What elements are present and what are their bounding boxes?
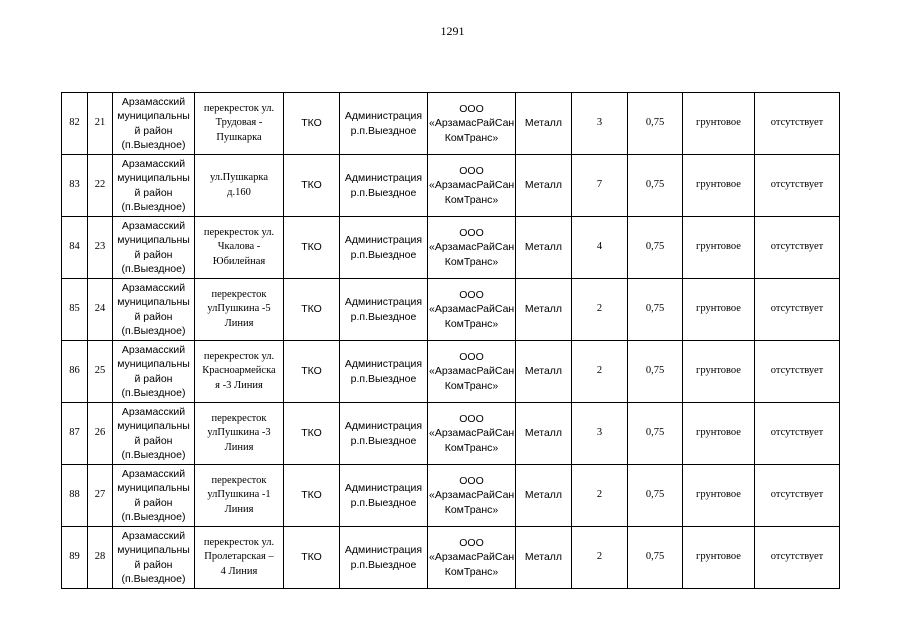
cell-container-volume: 0,75 <box>628 155 683 217</box>
cell-material: Металл <box>516 403 572 465</box>
cell-row-number: 85 <box>62 279 88 341</box>
cell-fence: отсутствует <box>755 403 840 465</box>
cell-owner-line: Администрация <box>344 544 423 556</box>
cell-fence: отсутствует <box>755 341 840 403</box>
cell-operator-line: ООО <box>459 474 484 487</box>
registry-table <box>61 92 840 589</box>
table-row <box>62 465 840 527</box>
cell-row-number: 88 <box>62 465 88 527</box>
cell-row-number: 87 <box>62 403 88 465</box>
cell-district-line: Арзамасский <box>121 467 186 480</box>
cell-owner-line: Администрация <box>344 296 423 308</box>
cell-district-line: Арзамасский <box>121 219 186 232</box>
cell-district-line: й район <box>134 372 173 385</box>
cell-waste-type: ТКО <box>284 279 340 341</box>
cell-container-count: 2 <box>572 465 628 527</box>
cell-waste-type: ТКО <box>284 155 340 217</box>
cell-district-line: муниципальны <box>117 544 190 556</box>
table-row <box>62 527 840 589</box>
cell-location-line: улПушкина -3 <box>207 427 271 439</box>
cell-owner <box>340 93 428 155</box>
cell-item-number: 21 <box>88 93 113 155</box>
cell-location-line: улПушкина -1 <box>207 489 271 501</box>
cell-district-line: муниципальны <box>117 110 190 122</box>
cell-district-line: муниципальны <box>117 296 190 308</box>
cell-fence: отсутствует <box>755 527 840 589</box>
cell-operator-line: КомТранс» <box>444 255 499 268</box>
table-row <box>62 155 840 217</box>
cell-district-line: й район <box>134 496 173 509</box>
cell-location-line: перекресток ул. <box>203 536 275 548</box>
cell-operator-line: «АрзамасРайСан <box>429 427 515 440</box>
cell-location <box>195 155 284 217</box>
cell-owner-line: Администрация <box>344 482 423 494</box>
cell-item-number: 27 <box>88 465 113 527</box>
cell-operator-line: «АрзамасРайСан <box>429 551 515 564</box>
cell-container-count: 3 <box>572 403 628 465</box>
cell-material: Металл <box>516 527 572 589</box>
cell-district-line: муниципальны <box>117 234 190 246</box>
table-row <box>62 403 840 465</box>
cell-location-line: ул.Пушкарка <box>209 172 269 183</box>
cell-owner <box>340 155 428 217</box>
cell-district <box>113 279 195 341</box>
cell-location-line: Красноармейска <box>202 365 276 377</box>
cell-surface: грунтовое <box>683 217 755 279</box>
cell-material: Металл <box>516 217 572 279</box>
cell-district-line: й район <box>134 248 173 261</box>
cell-owner-line: р.п.Выездное <box>350 434 417 447</box>
cell-fence: отсутствует <box>755 155 840 217</box>
cell-container-volume: 0,75 <box>628 93 683 155</box>
cell-district-line: Арзамасский <box>121 281 186 294</box>
cell-fence: отсутствует <box>755 217 840 279</box>
cell-operator-line: ООО <box>459 164 484 177</box>
cell-waste-type: ТКО <box>284 527 340 589</box>
cell-owner <box>340 527 428 589</box>
cell-district <box>113 527 195 589</box>
cell-row-number: 89 <box>62 527 88 589</box>
cell-owner-line: р.п.Выездное <box>350 372 417 385</box>
cell-item-number: 28 <box>88 527 113 589</box>
table-row <box>62 341 840 403</box>
cell-district-line: муниципальны <box>117 482 190 494</box>
cell-item-number: 22 <box>88 155 113 217</box>
cell-owner-line: р.п.Выездное <box>350 310 417 323</box>
cell-district <box>113 465 195 527</box>
cell-container-volume: 0,75 <box>628 279 683 341</box>
cell-district-line: (п.Выездное) <box>121 325 186 337</box>
cell-owner-line: Администрация <box>344 420 423 432</box>
cell-location-line: Линия <box>224 317 254 329</box>
cell-operator <box>428 217 516 279</box>
cell-operator-line: ООО <box>459 288 484 301</box>
cell-location <box>195 527 284 589</box>
cell-operator-line: ООО <box>459 536 484 549</box>
cell-district-line: (п.Выездное) <box>121 263 186 275</box>
cell-operator-line: ООО <box>459 350 484 363</box>
cell-location-line: улПушкина -5 <box>207 303 271 315</box>
cell-location <box>195 465 284 527</box>
cell-operator <box>428 341 516 403</box>
cell-district-line: Арзамасский <box>121 405 186 418</box>
cell-surface: грунтовое <box>683 279 755 341</box>
cell-item-number: 23 <box>88 217 113 279</box>
cell-location-line: Пушкарка <box>216 131 262 143</box>
cell-district-line: Арзамасский <box>121 95 186 108</box>
cell-owner-line: р.п.Выездное <box>350 496 417 509</box>
cell-waste-type: ТКО <box>284 465 340 527</box>
cell-item-number: 26 <box>88 403 113 465</box>
cell-waste-type: ТКО <box>284 403 340 465</box>
cell-waste-type: ТКО <box>284 341 340 403</box>
cell-container-volume: 0,75 <box>628 527 683 589</box>
cell-location-line: перекресток ул. <box>203 350 275 362</box>
cell-surface: грунтовое <box>683 155 755 217</box>
cell-location-line: перекресток ул. <box>203 102 275 114</box>
cell-district-line: (п.Выездное) <box>121 573 186 585</box>
cell-waste-type: ТКО <box>284 217 340 279</box>
cell-operator-line: ООО <box>459 412 484 425</box>
cell-location-line: Трудовая - <box>215 117 263 129</box>
cell-owner <box>340 341 428 403</box>
cell-operator <box>428 465 516 527</box>
cell-material: Металл <box>516 341 572 403</box>
table-row <box>62 93 840 155</box>
cell-operator-line: «АрзамасРайСан <box>429 303 515 316</box>
table-row <box>62 279 840 341</box>
cell-container-count: 2 <box>572 527 628 589</box>
cell-district-line: (п.Выездное) <box>121 511 186 523</box>
cell-district-line: Арзамасский <box>121 529 186 542</box>
cell-district <box>113 93 195 155</box>
cell-owner <box>340 403 428 465</box>
cell-location-line: Пролетарская – <box>204 551 274 563</box>
cell-location-line: перекресток ул. <box>203 226 275 238</box>
cell-operator-line: «АрзамасРайСан <box>429 241 515 254</box>
cell-owner-line: Администрация <box>344 358 423 370</box>
cell-location <box>195 279 284 341</box>
cell-district <box>113 155 195 217</box>
cell-row-number: 84 <box>62 217 88 279</box>
page-number: 1291 <box>440 24 465 38</box>
cell-fence: отсутствует <box>755 279 840 341</box>
cell-operator-line: «АрзамасРайСан <box>429 489 515 502</box>
cell-operator-line: «АрзамасРайСан <box>429 117 515 130</box>
cell-location <box>195 341 284 403</box>
cell-district-line: Арзамасский <box>121 343 186 356</box>
cell-district-line: муниципальны <box>117 358 190 370</box>
cell-location-line: перекресток <box>211 474 267 486</box>
cell-location-line: Чкалова - <box>217 241 261 253</box>
cell-operator-line: КомТранс» <box>444 317 499 330</box>
cell-material: Металл <box>516 279 572 341</box>
cell-location-line: 4 Линия <box>220 565 258 577</box>
cell-operator <box>428 279 516 341</box>
cell-district-line: муниципальны <box>117 172 190 184</box>
cell-district-line: й район <box>134 124 173 137</box>
cell-location-line: перекресток <box>211 288 267 300</box>
cell-row-number: 83 <box>62 155 88 217</box>
cell-owner <box>340 465 428 527</box>
cell-district-line: й район <box>134 558 173 571</box>
cell-district <box>113 341 195 403</box>
cell-owner-line: Администрация <box>344 172 423 184</box>
cell-owner-line: р.п.Выездное <box>350 248 417 261</box>
cell-operator-line: ООО <box>459 102 484 115</box>
cell-location-line: Линия <box>224 441 254 453</box>
cell-container-volume: 0,75 <box>628 403 683 465</box>
cell-row-number: 86 <box>62 341 88 403</box>
cell-operator-line: ООО <box>459 226 484 239</box>
cell-district-line: (п.Выездное) <box>121 449 186 461</box>
cell-surface: грунтовое <box>683 527 755 589</box>
cell-owner-line: р.п.Выездное <box>350 124 417 137</box>
cell-fence: отсутствует <box>755 93 840 155</box>
cell-operator-line: КомТранс» <box>444 379 499 392</box>
cell-container-count: 7 <box>572 155 628 217</box>
cell-fence: отсутствует <box>755 465 840 527</box>
cell-operator-line: «АрзамасРайСан <box>429 365 515 378</box>
cell-district-line: й район <box>134 310 173 323</box>
cell-location <box>195 217 284 279</box>
cell-district-line: муниципальны <box>117 420 190 432</box>
cell-material: Металл <box>516 465 572 527</box>
cell-material: Металл <box>516 155 572 217</box>
cell-operator <box>428 403 516 465</box>
cell-container-volume: 0,75 <box>628 465 683 527</box>
cell-district-line: (п.Выездное) <box>121 387 186 399</box>
cell-item-number: 24 <box>88 279 113 341</box>
cell-container-volume: 0,75 <box>628 217 683 279</box>
cell-operator-line: «АрзамасРайСан <box>429 179 515 192</box>
cell-operator-line: КомТранс» <box>444 131 499 144</box>
cell-location-line: Линия <box>224 503 254 515</box>
cell-surface: грунтовое <box>683 341 755 403</box>
cell-container-volume: 0,75 <box>628 341 683 403</box>
cell-owner-line: р.п.Выездное <box>350 558 417 571</box>
cell-surface: грунтовое <box>683 93 755 155</box>
cell-owner-line: р.п.Выездное <box>350 186 417 199</box>
cell-district <box>113 403 195 465</box>
cell-location-line: перекресток <box>211 412 267 424</box>
cell-owner-line: Администрация <box>344 110 423 122</box>
cell-operator-line: КомТранс» <box>444 503 499 516</box>
cell-operator-line: КомТранс» <box>444 193 499 206</box>
cell-container-count: 2 <box>572 279 628 341</box>
cell-location <box>195 403 284 465</box>
cell-district-line: Арзамасский <box>121 157 186 170</box>
cell-owner-line: Администрация <box>344 234 423 246</box>
cell-operator <box>428 527 516 589</box>
cell-operator-line: КомТранс» <box>444 565 499 578</box>
cell-row-number: 82 <box>62 93 88 155</box>
cell-district-line: (п.Выездное) <box>121 201 186 213</box>
cell-district-line: й район <box>134 434 173 447</box>
cell-operator-line: КомТранс» <box>444 441 499 454</box>
cell-container-count: 4 <box>572 217 628 279</box>
cell-operator <box>428 155 516 217</box>
cell-container-count: 2 <box>572 341 628 403</box>
cell-district-line: (п.Выездное) <box>121 139 186 151</box>
cell-location-line: Юбилейная <box>212 255 266 267</box>
cell-location <box>195 93 284 155</box>
cell-location-line: я -3 Линия <box>215 379 263 391</box>
cell-district <box>113 217 195 279</box>
cell-owner <box>340 217 428 279</box>
cell-district-line: й район <box>134 186 173 199</box>
cell-material: Металл <box>516 93 572 155</box>
table-row <box>62 217 840 279</box>
cell-surface: грунтовое <box>683 403 755 465</box>
cell-operator <box>428 93 516 155</box>
cell-surface: грунтовое <box>683 465 755 527</box>
cell-waste-type: ТКО <box>284 93 340 155</box>
cell-owner <box>340 279 428 341</box>
cell-container-count: 3 <box>572 93 628 155</box>
cell-location-line: д.160 <box>227 186 251 198</box>
cell-item-number: 25 <box>88 341 113 403</box>
